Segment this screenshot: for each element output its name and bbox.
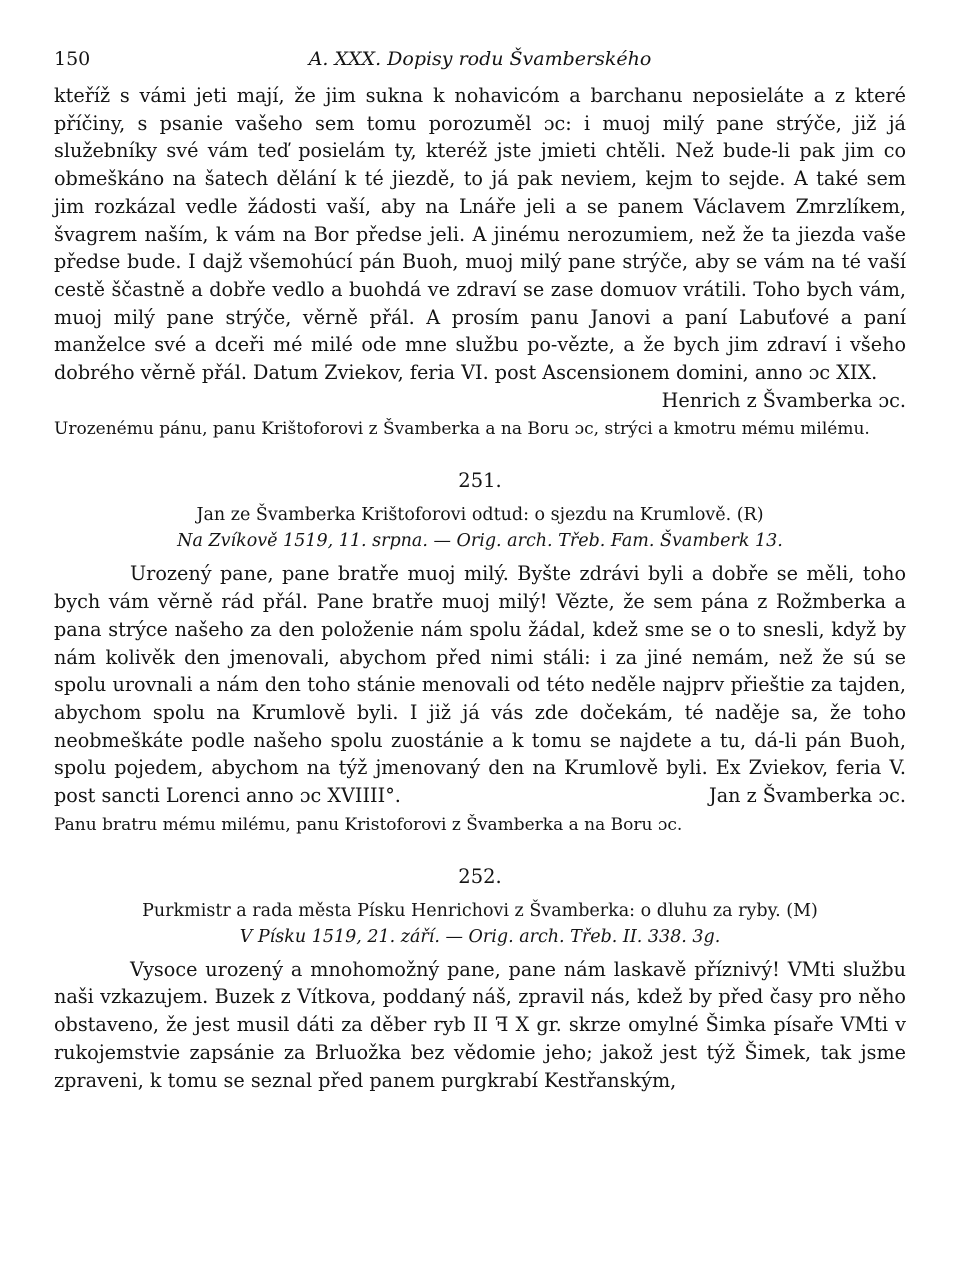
letter-signature-251: Jan z Švamberka ɔc. bbox=[709, 784, 906, 808]
letter-heading-252: Purkmistr a rada města Písku Henrichovi z Švamberka: o dluhu za ryby. (M) bbox=[142, 900, 818, 921]
continuation-letter-body bbox=[54, 82, 906, 414]
continuation-signature: Henrich z Švamberka ɔc. bbox=[661, 388, 906, 412]
letter-heading-251: Jan ze Švamberka Krištoforovi odtud: o sjezdu na Krumlově. (R) bbox=[196, 505, 764, 526]
continuation-address: Urozenému pánu, panu Krištoforovi z Švamberka a na Boru ɔc, strýci a kmotru mému milému. bbox=[54, 419, 870, 440]
letter-number-252: 252. bbox=[458, 864, 502, 888]
running-head-title: A. XXX. Dopisy rodu Švamberského bbox=[308, 48, 652, 70]
book-page bbox=[54, 40, 906, 1094]
letter-source-251: Na Zvíkově 1519, 11. srpna. — Orig. arch. Třeb. Fam. Švamberk 13. bbox=[177, 531, 783, 552]
letter-number-251: 251. bbox=[458, 469, 502, 493]
letter-text-251: Urozený pane, pane bratře muoj milý. Byšte zdrávi byli a dobře se měli, toho bych vám věrně rád přál. Pane bratře muoj milý! Vězte, že sem pána z Rožmberka a pana strýce našeho za den položenie nám spolu žádal, kdež sme se o to snesli, když by nám kolivěk den jmenovali, abychom před nimi stáli: i za jiné nemám, než že sú se spolu urovnali a nám den toho stánie menovali od této neděle najprv přieštie za tajden, abychom spolu na Krumlově byli. I již já vás zde dočekám, té naděje sa, že toho neobmeškáte podle našeho spolu zuostánie a k tomu se najdete a tu, dá-li pán Buoh, spolu pojedem, abychom na týž jmenovaný den na Krumlově byli. Ex Zviekov, feria V. post sancti Lorenci anno ɔc XVIIII°. bbox=[54, 562, 906, 808]
running-head bbox=[54, 40, 906, 82]
continuation-text: kteříž s vámi jeti mají, že jim sukna k nohavicóm a barchanu neposieláte a z které příčiny, s psanie vašeho sem tomu porozuměl ɔc: i muoj milý pane strýče, již já služebníky své vám teď posielám ty, kteréž jste jmieti chtěli. Než bude-li pak jim co obmeškáno na šatech dělání k té jiezdě, to já pak neviem, kejm to sejde. A také sem jim rozkázal vedle žádosti vaší, aby na Lnáře jeli a se panem Václavem Zmrzlíkem, švagrem naším, k vám na Bor předse jeli. A jinému nerozumiem, než že ta jiezda vaše předse bude. I dajž všemohúcí pán Buoh, muoj milý pane strýče, aby se vám na té vaší cestě ščastně a dobře vedlo a buohdá ve zdraví se zase domuov vrátili. Toho bych vám, muoj milý pane strýče, věrně přál. A prosím panu Janovi a paní Labuťové a paní manželce své a dceři mé milé ode mne službu po-vězte, a že bych jim zdraví i všeho dobrého věrně přál. Datum Zviekov, feria VI. post Ascensionem domini, anno ɔc XIX. bbox=[54, 84, 906, 385]
letter-body-252: Vysoce urozený a mnohomožný pane, pane nám laskavě příznivý! VMti službu naši vzkazujem. Buzek z Vítkova, poddaný náš, zpravil nás, kdež by před časy pro něho obstaveno, že jest musil dáti za děber ryb II ꟻ X gr. skrze omylné Šimka písaře VMti v rukojemstvie zapsánie za Brluožka bez vědomie jeho; jakož jest týž Šimek, tak jsme zpraveni, k tomu se seznal před panem purgkrabí Kestřanským, bbox=[54, 957, 906, 1092]
letter-body-251 bbox=[54, 560, 906, 809]
letter-address-251: Panu bratru mému milému, panu Kristoforovi z Švamberka a na Boru ɔc. bbox=[54, 814, 683, 835]
letter-source-252: V Písku 1519, 21. září. — Orig. arch. Třeb. II. 338. 3g. bbox=[239, 926, 721, 947]
page-number: 150 bbox=[54, 48, 91, 70]
